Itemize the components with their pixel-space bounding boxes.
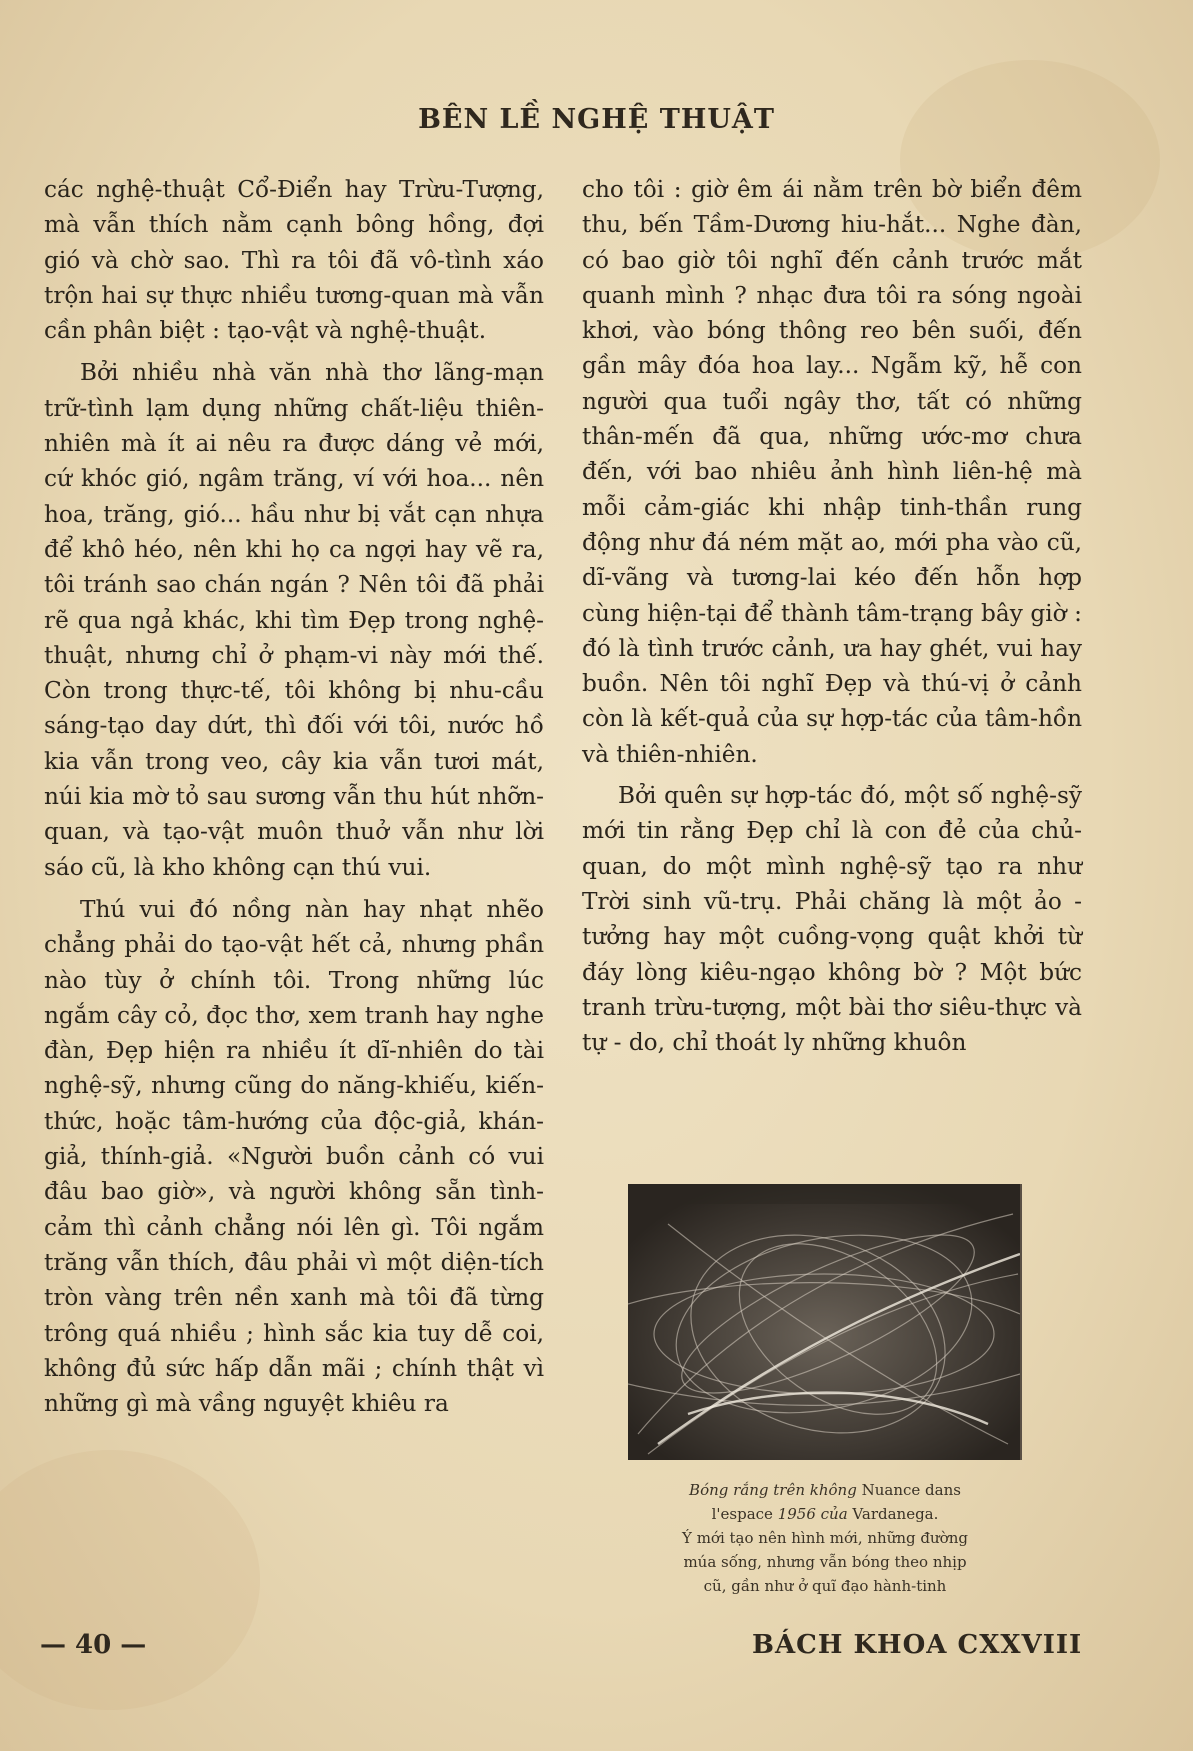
caption-line: cũ, gần như ở quĩ đạo hành-tinh [703, 1577, 947, 1595]
paragraph: Bởi quên sự hợp-tác đó, một số nghệ-sỹ mới tin rằng Đẹp chỉ là con đẻ của chủ-quan, do một mình nghệ-sỹ tạo ra như Trời sinh vũ-trụ. Phải chăng là một ảo - tưởng hay một cuồng-vọng quật khởi từ đáy lòng kiêu-ngạo không bờ ? Một bức tranh trừu-tượng, một bài thơ siêu-thực và tự - do, chỉ thoát ly những khuôn [582, 782, 1082, 1057]
caption-text: Nuance dans [856, 1481, 961, 1499]
section-title: BÊN LỀ NGHỆ THUẬT [418, 104, 775, 135]
magazine-issue: BÁCH KHOA CXXVIII [752, 1630, 1083, 1660]
caption-text: Vardanega. [847, 1505, 939, 1523]
caption-line: Ý mới tạo nên hình mới, những đường [682, 1529, 968, 1547]
page-number: — 40 — [40, 1630, 147, 1660]
caption-italic: 1956 của [777, 1505, 848, 1523]
figure-caption [600, 1478, 1050, 1598]
paragraph: Bởi nhiều nhà văn nhà thơ lãng-mạn trữ-tình lạm dụng những chất-liệu thiên-nhiên mà ít ai nêu ra được dáng vẻ mới, cứ khóc gió, ngâm trăng, ví với hoa... nên hoa, trăng, gió... hầu như bị vắt cạn nhựa để khô héo, nên khi họ ca ngợi hay vẽ ra, tôi tránh sao chán ngán ? Nên tôi đã phải rẽ qua ngả khác, khi tìm Đẹp trong nghệ-thuật, nhưng chỉ ở phạm-vi này mới thế. Còn trong thực-tế, tôi không bị nhu-cầu sáng-tạo day dứt, thì đối với tôi, nước hồ kia vẫn trong veo, cây kia vẫn tươi mát, núi kia mờ tỏ sau sương vẫn thu hút nhỡn-quan, và tạo-vật muôn thuở vẫn như lời sáo cũ, là kho không cạn thú vui. [44, 359, 544, 881]
light-trails-image [628, 1184, 1020, 1460]
caption-text: l'espace [711, 1505, 778, 1523]
left-column [44, 172, 544, 1421]
caption-line [600, 1502, 1050, 1526]
paper-stain [0, 1450, 260, 1710]
caption-italic: Bóng rắng trên không [689, 1481, 857, 1499]
artwork-photo [628, 1184, 1022, 1460]
caption-line: múa sống, nhưng vẫn bóng theo nhịp [683, 1553, 967, 1571]
paragraph: các nghệ-thuật Cổ-Điển hay Trừu-Tượng, mà vẫn thích nằm cạnh bông hồng, đợi gió và chờ sao. Thì ra tôi đã vô-tình xáo trộn hai sự thực nhiều tương-quan mà vẫn cần phân biệt : tạo-vật và nghệ-thuật. [44, 176, 544, 345]
paragraph: Thú vui đó nồng nàn hay nhạt nhẽo chẳng phải do tạo-vật hết cả, nhưng phần nào tùy ở chính tôi. Trong những lúc ngắm cây cỏ, đọc thơ, xem tranh hay nghe đàn, Đẹp hiện ra nhiều ít dĩ-nhiên do tài nghệ-sỹ, nhưng cũng do năng-khiếu, kiến-thức, hoặc tâm-hướng của độc-giả, khán-giả, thính-giả. «Người buồn cảnh có vui đâu bao giờ», và người không sẵn tình-cảm thì cảnh chẳng nói lên gì. Tôi ngắm trăng vẫn thích, đâu phải vì một diện-tích tròn vàng trên nền xanh mà tôi đã từng trông quá nhiều ; hình sắc kia tuy dễ coi, không đủ sức hấp dẫn mãi ; chính thật vì những gì mà vầng nguyệt khiêu ra [44, 895, 544, 1418]
paragraph: cho tôi : giờ êm ái nằm trên bờ biển đêm thu, bến Tầm-Dương hiu-hắt... Nghe đàn, có bao giờ tôi nghĩ đến cảnh trước mắt quanh mình ? nhạc đưa tôi ra sóng ngoài khơi, vào bóng thông reo bên suối, đến gần mây đóa hoa lay... Ngẫm kỹ, hễ con người qua tuổi ngây thơ, tất có những thân-mến đã qua, những ước-mơ chưa đến, với bao nhiêu ảnh hình liên-hệ mà mỗi cảm-giác khi nhập tinh-thần rung động như đá ném mặt ao, mới pha vào cũ, dĩ-vãng và tương-lai kéo đến hỗn hợp cùng hiện-tại để thành tâm-trạng bây giờ : đó là tình trước cảnh, ưa hay ghét, vui hay buồn. Nên tôi nghĩ Đẹp và thú-vị ở cảnh còn là kết-quả của sự hợp-tác của tâm-hồn và thiên-nhiên. [582, 176, 1082, 768]
right-column [582, 172, 1082, 1060]
caption-line [600, 1478, 1050, 1502]
